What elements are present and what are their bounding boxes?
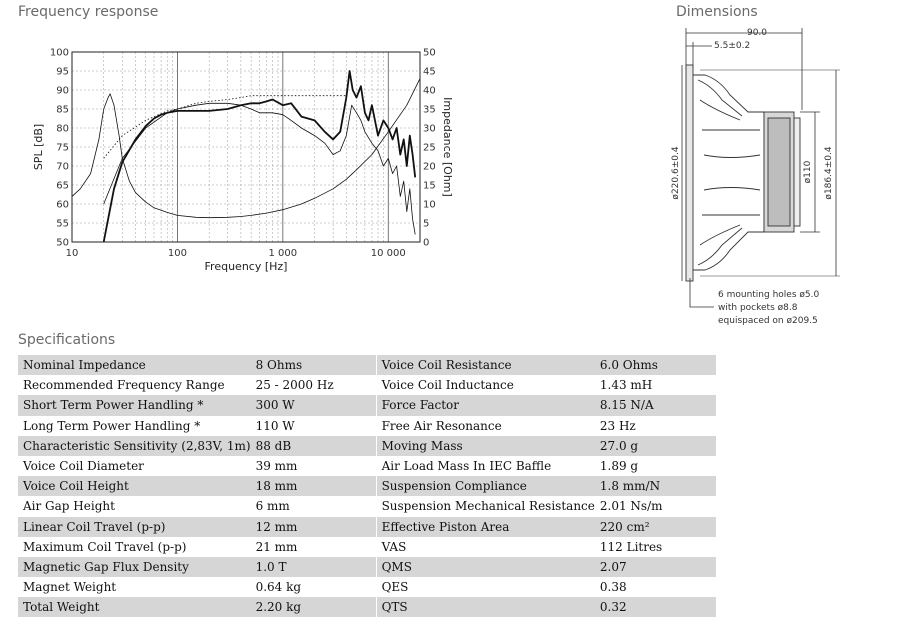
spec-value: 2.01 Ns/m (595, 496, 716, 516)
spec-label: Air Load Mass In IEC Baffle (376, 456, 595, 476)
y2-tick-label: 35 (423, 104, 436, 116)
spec-label: Free Air Resonance (376, 416, 595, 436)
dimensions-drawing (660, 20, 870, 340)
spec-label: Voice Coil Diameter (18, 456, 251, 476)
y-tick-label: 50 (56, 237, 69, 249)
spec-label: Air Gap Height (18, 496, 251, 516)
spec-row (18, 577, 716, 597)
spec-label: QTS (376, 597, 595, 617)
spec-row (18, 416, 716, 436)
spec-value: 8 Ohms (251, 355, 377, 375)
spec-value: 18 mm (251, 476, 377, 496)
note-line-1: 6 mounting holes ø5.0 (718, 290, 820, 300)
y2-tick-label: 45 (423, 66, 436, 78)
dim-cutout-text: ø186.4±0.4 (824, 146, 834, 200)
spec-row (18, 395, 716, 415)
spec-value: 12 mm (251, 517, 377, 537)
spec-value: 2.20 kg (251, 597, 377, 617)
dimensions-title: Dimensions (676, 4, 758, 20)
dim-90-text: 90.0 (746, 28, 768, 38)
spec-value: 6.0 Ohms (595, 355, 716, 375)
y-tick-label: 85 (56, 104, 69, 116)
y-axis-label: SPL [dB] (32, 123, 45, 171)
y-tick-label: 70 (56, 161, 69, 173)
spec-value: 39 mm (251, 456, 377, 476)
spec-value: 2.07 (595, 557, 716, 577)
spec-row (18, 456, 716, 476)
spec-label: Suspension Mechanical Resistance (376, 496, 595, 516)
speaker-profile (686, 65, 800, 281)
note-line-3: equispaced on ø209.5 (718, 316, 818, 326)
y-tick-label: 65 (56, 180, 69, 192)
spec-value: 0.38 (595, 577, 716, 597)
spec-row (18, 517, 716, 537)
dim-flange-text: 5.5±0.2 (714, 41, 751, 51)
y-tick-label: 60 (56, 199, 69, 211)
spec-label: QES (376, 577, 595, 597)
spec-value: 6 mm (251, 496, 377, 516)
spec-label: Linear Coil Travel (p-p) (18, 517, 251, 537)
y2-tick-label: 0 (423, 237, 430, 249)
spec-label: Voice Coil Resistance (376, 355, 595, 375)
y2-tick-label: 30 (423, 123, 436, 135)
spec-label: QMS (376, 557, 595, 577)
frequency-response-chart (18, 30, 458, 280)
spec-row (18, 355, 716, 375)
spec-row (18, 537, 716, 557)
spec-row (18, 557, 716, 577)
x-tick-label: 1 000 (268, 248, 298, 259)
spec-value: 25 - 2000 Hz (251, 375, 377, 395)
spec-label: Voice Coil Height (18, 476, 251, 496)
spec-value: 8.15 N/A (595, 395, 716, 415)
y-tick-label: 90 (56, 85, 69, 97)
y-tick-label: 55 (56, 218, 69, 230)
x-tick-label: 10 000 (370, 248, 406, 259)
specifications-title: Specifications (18, 332, 116, 348)
spec-value: 0.32 (595, 597, 716, 617)
x-tick-label: 100 (167, 248, 187, 259)
spec-row (18, 476, 716, 496)
spec-label: VAS (376, 537, 595, 557)
frequency-response-title: Frequency response (18, 4, 159, 20)
spec-row (18, 597, 716, 617)
spec-label: Magnetic Gap Flux Density (18, 557, 251, 577)
chart-series (72, 71, 420, 242)
spec-value: 1.0 T (251, 557, 377, 577)
spec-value: 88 dB (251, 436, 377, 456)
spec-label: Characteristic Sensitivity (2,83V, 1m) (18, 436, 251, 456)
spec-label: Suspension Compliance (376, 476, 595, 496)
spec-label: Recommended Frequency Range (18, 375, 251, 395)
y-tick-label: 95 (56, 66, 69, 78)
spec-value: 23 Hz (595, 416, 716, 436)
note-leader (690, 278, 714, 307)
spec-label: Effective Piston Area (376, 517, 595, 537)
x-axis-label: Frequency [Hz] (204, 260, 288, 273)
spec-value: 1.43 mH (595, 375, 716, 395)
spec-value: 112 Litres (595, 537, 716, 557)
spec-label: Moving Mass (376, 436, 595, 456)
note-line-2: with pockets ø8.8 (718, 303, 798, 313)
y2-tick-label: 40 (423, 85, 436, 97)
spec-row (18, 436, 716, 456)
spec-value: 1.8 mm/N (595, 476, 716, 496)
spec-row (18, 496, 716, 516)
impedance-line (72, 79, 420, 218)
y2-tick-label: 50 (423, 47, 436, 59)
y2-tick-label: 20 (423, 161, 436, 173)
spec-value: 300 W (251, 395, 377, 415)
y-tick-label: 75 (56, 142, 69, 154)
spec-value: 21 mm (251, 537, 377, 557)
y2-tick-label: 10 (423, 199, 436, 211)
spec-label: Nominal Impedance (18, 355, 251, 375)
spec-label: Voice Coil Inductance (376, 375, 595, 395)
y2-axis-label: Impedance [Ohm] (441, 97, 454, 197)
spec-value: 0.64 kg (251, 577, 377, 597)
spec-value: 110 W (251, 416, 377, 436)
x-tick-label: 10 (65, 248, 79, 259)
spec-label: Force Factor (376, 395, 595, 415)
spec-label: Magnet Weight (18, 577, 251, 597)
spec-label: Maximum Coil Travel (p-p) (18, 537, 251, 557)
y-tick-label: 100 (49, 47, 69, 59)
y-tick-label: 80 (56, 123, 69, 135)
y2-tick-label: 5 (423, 218, 430, 230)
y2-tick-label: 25 (423, 142, 436, 154)
spec-label: Short Term Power Handling * (18, 395, 251, 415)
spec-row (18, 375, 716, 395)
y2-tick-label: 15 (423, 180, 436, 192)
spec-label: Long Term Power Handling * (18, 416, 251, 436)
dim-outer-text: ø220.6±0.4 (671, 146, 681, 200)
spec-value: 220 cm² (595, 517, 716, 537)
spl-line-dotted (104, 96, 347, 159)
spec-value: 1.89 g (595, 456, 716, 476)
specifications-table (18, 355, 716, 617)
spec-label: Total Weight (18, 597, 251, 617)
dim-magnet-text: ø110 (803, 160, 813, 184)
chart-grid (72, 52, 420, 242)
spec-value: 27.0 g (595, 436, 716, 456)
